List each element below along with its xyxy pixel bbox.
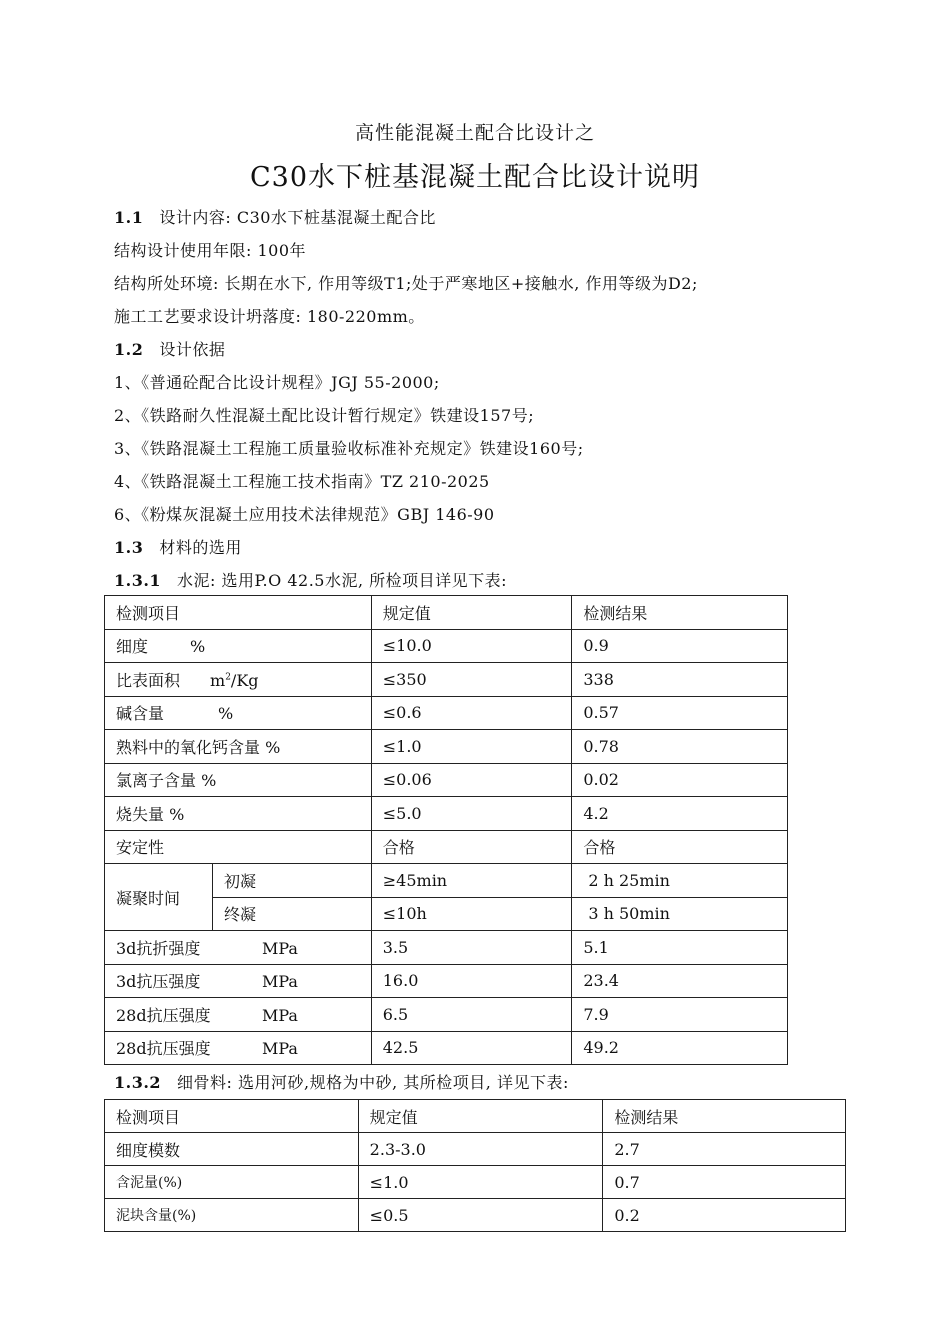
- section-text: 材料的选用: [159, 538, 242, 557]
- table-row: [105, 1166, 846, 1199]
- sand-test-table: [104, 1099, 846, 1232]
- item-cell: [105, 964, 372, 998]
- result-cell: 23.4: [572, 964, 788, 998]
- table-row: [105, 931, 788, 965]
- result-cell: 0.7: [603, 1166, 846, 1199]
- spec-cell: 2.3-3.0: [358, 1133, 603, 1166]
- result-cell: 7.9: [572, 998, 788, 1032]
- unit-label: %: [190, 637, 206, 657]
- table-row: [105, 864, 788, 898]
- spec-cell: 42.5: [371, 1031, 572, 1065]
- section-1-3: [114, 535, 242, 558]
- item-label: 细度: [116, 637, 149, 657]
- section-text: 水泥: 选用P.O 42.5水泥, 所检项目详见下表:: [177, 571, 508, 590]
- result-cell: 0.78: [572, 730, 788, 764]
- item-cell: 烧失量 %: [105, 797, 372, 831]
- result-cell: 4.2: [572, 797, 788, 831]
- header-cell: 检测结果: [603, 1100, 846, 1133]
- header-cell: 检测项目: [105, 596, 372, 630]
- reference-item: 1、《普通砼配合比设计规程》JGJ 55-2000;: [114, 373, 440, 392]
- spec-cell: 3.5: [371, 931, 572, 965]
- reference-item: 6、《粉煤灰混凝土应用技术法律规范》GBJ 146-90: [114, 505, 495, 524]
- header-cell: 检测项目: [105, 1100, 359, 1133]
- header-cell: 检测结果: [572, 596, 788, 630]
- unit-label: %: [218, 704, 234, 724]
- service-life-line: 结构设计使用年限: 100年: [114, 241, 307, 260]
- reference-item: 3、《铁路混凝土工程施工质量验收标准补充规定》铁建设160号;: [114, 439, 584, 458]
- item-cell: [105, 696, 372, 730]
- reference-item: 4、《铁路混凝土工程施工技术指南》TZ 210-2025: [114, 472, 490, 491]
- item-cell: [105, 629, 372, 663]
- table-row: [105, 998, 788, 1032]
- section-text: 设计依据: [159, 340, 226, 359]
- item-label: 比表面积: [116, 670, 181, 690]
- item-label: 28d抗压强度: [116, 1005, 211, 1025]
- reference-item: 2、《铁路耐久性混凝土配比设计暂行规定》铁建设157号;: [114, 406, 535, 425]
- spec-cell: ≤0.5: [358, 1199, 603, 1232]
- unit-label: MPa: [262, 1039, 298, 1059]
- item-cell: [105, 663, 372, 697]
- result-cell: 0.2: [603, 1199, 846, 1232]
- table-row: [105, 663, 788, 697]
- document-subtitle: 高性能混凝土配合比设计之: [354, 122, 595, 144]
- table-row: [105, 730, 788, 764]
- item-cell: [105, 998, 372, 1032]
- spec-cell: 合格: [371, 830, 572, 864]
- item-label: 3d抗压强度: [116, 972, 201, 992]
- item-cell: 含泥量(%): [105, 1166, 359, 1199]
- result-cell: 2.7: [603, 1133, 846, 1166]
- spec-cell: ≤0.06: [371, 763, 572, 797]
- unit-label: [210, 671, 259, 690]
- section-1-1: [114, 205, 436, 228]
- result-cell: 3 h 50min: [572, 897, 788, 931]
- result-cell: 2 h 25min: [572, 864, 788, 898]
- item-label: 28d抗压强度: [116, 1039, 211, 1059]
- item-cell: 泥块含量(%): [105, 1199, 359, 1232]
- table-row: [105, 1133, 846, 1166]
- section-1-3-2: [114, 1070, 569, 1093]
- table-header-row: [105, 1100, 846, 1133]
- unit-label: MPa: [262, 1005, 298, 1025]
- item-cell: 熟料中的氧化钙含量 %: [105, 730, 372, 764]
- unit-label: MPa: [262, 972, 298, 992]
- section-text: 设计内容: C30水下桩基混凝土配合比: [159, 208, 436, 227]
- section-number: 1.1: [114, 208, 144, 227]
- spec-cell: 6.5: [371, 998, 572, 1032]
- result-cell: 5.1: [572, 931, 788, 965]
- section-number: 1.3: [114, 538, 144, 557]
- setting-sub-cell: 初凝: [212, 864, 371, 898]
- table-row: [105, 1031, 788, 1065]
- spec-cell: ≤10h: [371, 897, 572, 931]
- result-cell: 49.2: [572, 1031, 788, 1065]
- table-row: [105, 964, 788, 998]
- section-number: 1.2: [114, 340, 144, 359]
- section-number: 1.3.2: [114, 1073, 162, 1092]
- table-header-row: [105, 596, 788, 630]
- setting-time-label: 凝聚时间: [105, 864, 213, 931]
- section-1-3-1: [114, 568, 507, 591]
- item-cell: 氯离子含量 %: [105, 763, 372, 797]
- spec-cell: ≥45min: [371, 864, 572, 898]
- spec-cell: ≤1.0: [371, 730, 572, 764]
- item-cell: [105, 1031, 372, 1065]
- unit-rest: /Kg: [230, 670, 259, 690]
- header-cell: 规定值: [358, 1100, 603, 1133]
- table-row: [105, 830, 788, 864]
- spec-cell: ≤350: [371, 663, 572, 697]
- unit-superscript: 2: [225, 672, 231, 683]
- unit-label: MPa: [262, 938, 298, 958]
- table-row: [105, 629, 788, 663]
- table-row: [105, 696, 788, 730]
- item-label: 3d抗折强度: [116, 938, 201, 958]
- result-cell: 0.57: [572, 696, 788, 730]
- item-cell: 细度模数: [105, 1133, 359, 1166]
- table-row: [105, 797, 788, 831]
- result-cell: 0.02: [572, 763, 788, 797]
- result-cell: 0.9: [572, 629, 788, 663]
- item-cell: 安定性: [105, 830, 372, 864]
- section-number: 1.3.1: [114, 571, 162, 590]
- table-row: [105, 1199, 846, 1232]
- result-cell: 338: [572, 663, 788, 697]
- spec-cell: 16.0: [371, 964, 572, 998]
- table-row: [105, 763, 788, 797]
- section-1-2: [114, 337, 225, 360]
- result-cell: 合格: [572, 830, 788, 864]
- spec-cell: ≤0.6: [371, 696, 572, 730]
- spec-cell: ≤1.0: [358, 1166, 603, 1199]
- document-title: C30水下桩基混凝土配合比设计说明: [249, 162, 700, 193]
- spec-cell: ≤10.0: [371, 629, 572, 663]
- cement-test-table: [104, 595, 788, 1065]
- item-cell: [105, 931, 372, 965]
- spec-cell: ≤5.0: [371, 797, 572, 831]
- item-label: 碱含量: [116, 704, 165, 724]
- section-text: 细骨料: 选用河砂,规格为中砂, 其所检项目, 详见下表:: [177, 1073, 569, 1092]
- header-cell: 规定值: [371, 596, 572, 630]
- environment-line: 结构所处环境: 长期在水下, 作用等级T1;处于严寒地区+接触水, 作用等级为D2;: [114, 274, 698, 293]
- setting-sub-cell: 终凝: [212, 897, 371, 931]
- unit-base: m: [210, 670, 226, 690]
- slump-line: 施工工艺要求设计坍落度: 180-220mm。: [114, 307, 425, 326]
